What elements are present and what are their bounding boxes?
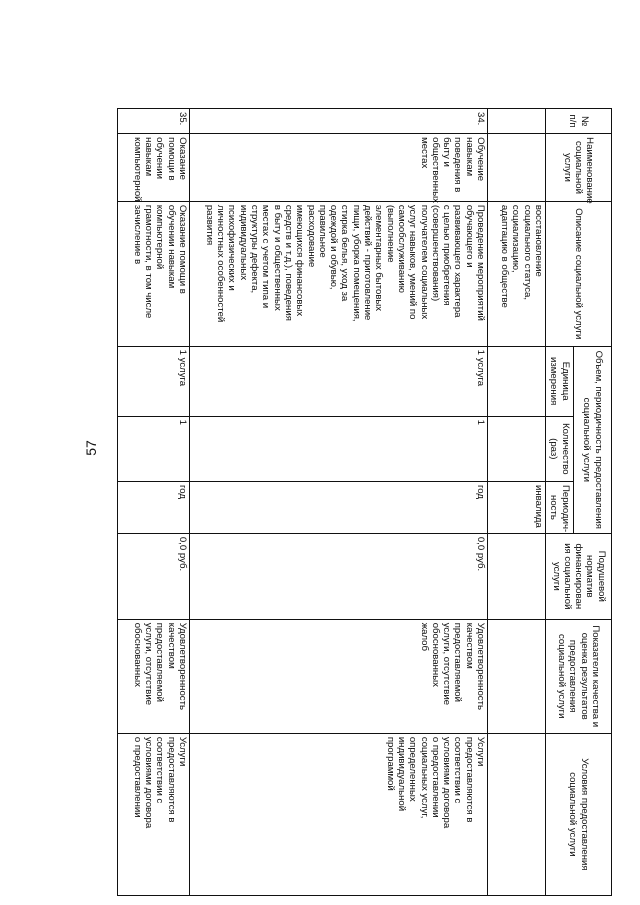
cell-quantity: 1	[190, 416, 488, 481]
header-periodicity: Периодич- ность	[546, 481, 574, 533]
table-row	[190, 109, 488, 896]
header-conditions: Условия предоставления социальной услуги	[546, 733, 612, 895]
cell-quality: Удовлетворенность качеством предоставляемой услуги, отсутствие обоснованных	[118, 619, 190, 733]
cell-name: Обучение навыкам поведения в быту и общественных местах	[190, 134, 488, 202]
cell-name	[488, 134, 546, 202]
cell-norm: 0,0 руб.	[190, 533, 488, 619]
cell-norm	[488, 533, 546, 619]
cell-periodicity: год	[190, 481, 488, 533]
header-quality: Показатели качества и оценка результатов предоставления социальной услуги	[546, 619, 612, 733]
table-row	[118, 109, 190, 896]
cell-periodicity: инвалида	[488, 481, 546, 533]
cell-num: 35.	[118, 109, 190, 134]
cell-conditions: Услуги предоставляются в соответствии с условиями договора о предоставлении социальных услуг, определенных индивидуальной программой	[190, 733, 488, 895]
cell-quantity: 1	[118, 416, 190, 481]
table-row	[488, 109, 546, 896]
cell-conditions	[488, 733, 546, 895]
header-row-1	[574, 109, 612, 896]
cell-unit: 1 услуга	[190, 346, 488, 416]
cell-norm: 0,0 руб.	[118, 533, 190, 619]
header-volume-group: Объем, периодичность предоставления социальной услуги	[574, 346, 612, 533]
cell-description: Проведение мероприятий обучающего и развивающего характера с целью приобретения (совершенствования) получателем социальных услуг навыков, умений по самообслуживанию (выполнение элементарных бытовых действий - приготовление пищи, уборка помещения, стирка белья, уход за одеждой и обувью, правильное расходование имеющихся финансовых средств и т.д.), поведения в быту и общественных местах с учетом типа и структуры дефекта, индивидуальных психофизических и личностных особенностей развития	[190, 201, 488, 346]
cell-quality	[488, 619, 546, 733]
header-description: Описание социальной услуги	[546, 201, 612, 346]
header-quantity: Количество (раз)	[546, 416, 574, 481]
cell-unit: 1 услуга	[118, 346, 190, 416]
header-num: № п/п	[546, 109, 612, 134]
cell-periodicity: год	[118, 481, 190, 533]
cell-num: 34.	[190, 109, 488, 134]
cell-unit	[488, 346, 546, 416]
cell-description: восстановление социального статуса, социализацию, адаптацию в обществе	[488, 201, 546, 346]
rotated-page-content	[117, 108, 612, 896]
cell-num	[488, 109, 546, 134]
cell-conditions: Услуги предоставляются в соответствии с условиями договора о предоставлении	[118, 733, 190, 895]
cell-quantity	[488, 416, 546, 481]
cell-name: Оказание помощи в обучении навыкам компьютерной	[118, 134, 190, 202]
cell-description: Оказание помощи в обучении навыкам компьютерной грамотности, в том числе зачисление в	[118, 201, 190, 346]
header-norm: Подушевой норматив финансирован ия социальной услуги	[546, 533, 612, 619]
cell-quality: Удовлетворенность качеством предоставляемой услуги, отсутствие обоснованных жалоб	[190, 619, 488, 733]
header-name: Наименование социальной услуги	[546, 134, 612, 202]
services-table	[117, 108, 612, 896]
header-unit: Единица измерения	[546, 346, 574, 416]
page-number: 57	[83, 440, 99, 456]
